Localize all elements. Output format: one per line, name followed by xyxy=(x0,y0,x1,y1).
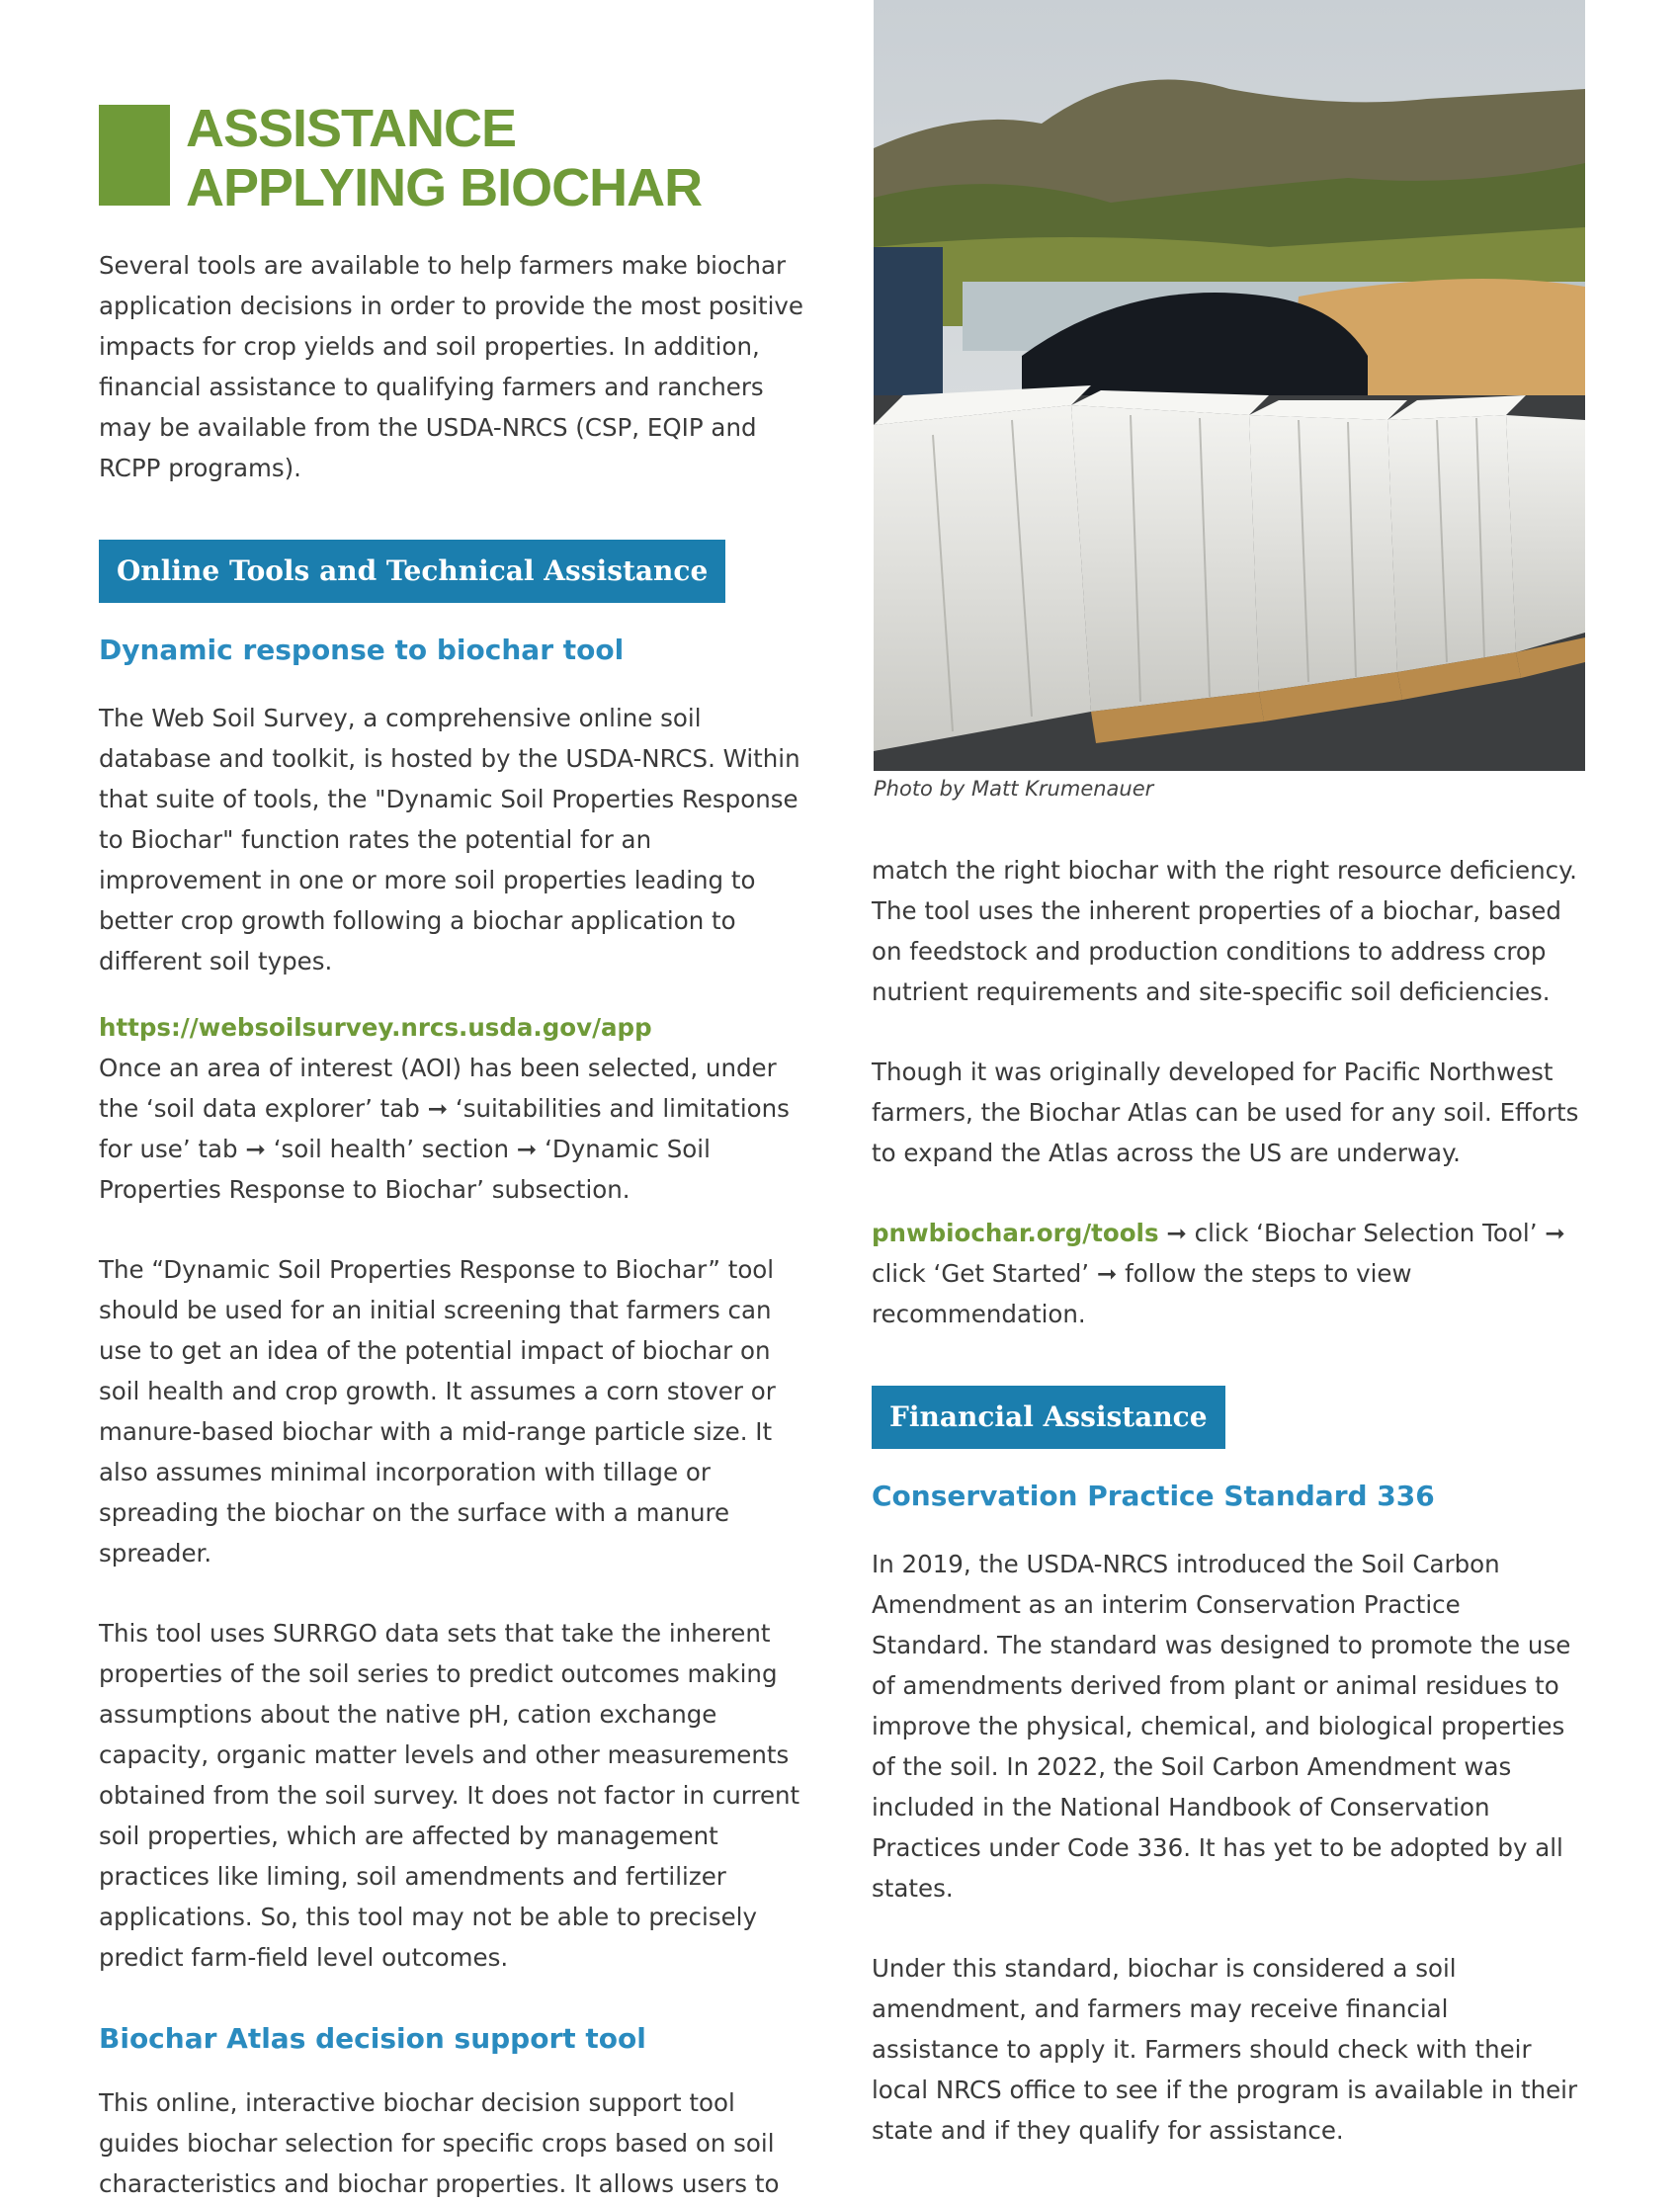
dynamic-tool-title: Dynamic response to biochar tool xyxy=(99,634,625,666)
dynamic-tool-paragraph-2: Once an area of interest (AOI) has been selected, under the ‘soil data explorer’ tab ➞ ‘suitabilities and limitations for use’ tab ➞ ‘soil health’ section ➞ ‘Dynamic Soil Properties Response to Biochar’ subsection. xyxy=(99,1054,790,1204)
title-line-2: APPLYING BIOCHAR xyxy=(186,158,703,217)
page-title-block xyxy=(99,99,791,217)
atlas-tool-title: Biochar Atlas decision support tool xyxy=(99,2022,646,2055)
atlas-link-instructions: ➞ click ‘Biochar Selection Tool’ ➞ click ‘Get Started’ ➞ follow the steps to view recommendation. xyxy=(872,1219,1565,1328)
dynamic-tool-paragraph-4: This tool uses SURRGO data sets that take the inherent properties of the soil series to predict outcomes making assumptions about the native pH, cation exchange capacity, organic matter levels and other measurements obtained from the soil survey. It does not factor in current soil properties, which are affected by management practices like liming, soil amendments and fertilizer applications. So, this tool may not be able to precisely predict farm-field level outcomes. xyxy=(99,1619,800,1972)
financial-paragraph-2: Under this standard, biochar is considered a soil amendment, and farmers may receive financial assistance to apply it. Farmers should check with their local NRCS office to see if the program is available in their state and if they qualify for assistance. xyxy=(872,1954,1578,2145)
photo-caption: Photo by Matt Krumenauer xyxy=(874,777,1154,801)
cps-336-title: Conservation Practice Standard 336 xyxy=(872,1480,1435,1512)
page-title xyxy=(186,99,702,217)
dynamic-tool-paragraph-1: The Web Soil Survey, a comprehensive online soil database and toolkit, is hosted by the USDA-NRCS. Within that suite of tools, the "Dynamic Soil Properties Response to Biochar" function rates the potential for an improvement in one or more soil properties leading to better crop growth following a biochar application to different soil types. xyxy=(99,704,800,975)
title-line-1: ASSISTANCE xyxy=(186,99,517,158)
dynamic-tool-paragraph-3: The “Dynamic Soil Properties Response to Biochar” tool should be used for an initial screening that farmers can use to get an idea of the potential impact of biochar on soil health and crop growth. It assumes a corn stover or manure-based biochar with a mid-range particle size. It also assumes minimal incorporation with tillage or spreading the biochar on the surface with a manure spreader. xyxy=(99,1255,776,1568)
financial-paragraph-1: In 2019, the USDA-NRCS introduced the Soil Carbon Amendment as an interim Conservation Practice Standard. The standard was designed to promote the use of amendments derived from plant or animal residues to improve the physical, chemical, and biological properties of the soil. In 2022, the Soil Carbon Amendment was included in the National Handbook of Conservation Practices under Code 336. It has yet to be adopted by all states. xyxy=(872,1550,1571,1903)
pnwbiochar-link[interactable]: pnwbiochar.org/tools xyxy=(872,1219,1159,1247)
biochar-bags-photo xyxy=(874,0,1585,771)
section-heading-financial: Financial Assistance xyxy=(872,1386,1225,1449)
websoilsurvey-link[interactable]: https://websoilsurvey.nrcs.usda.gov/app xyxy=(99,1013,652,1042)
atlas-paragraph-2: Though it was originally developed for Pacific Northwest farmers, the Biochar Atlas can be used for any soil. Efforts to expand the Atlas across the US are underway. xyxy=(872,1058,1579,1167)
atlas-link-paragraph xyxy=(872,1213,1583,1334)
atlas-paragraph-1a: This online, interactive biochar decision support tool guides biochar selection for specific crops based on soil characteristics and biochar properties. It allows users to xyxy=(99,2088,780,2198)
left-column xyxy=(99,245,810,2204)
right-column xyxy=(872,850,1583,2151)
title-accent-square xyxy=(99,105,170,206)
section-heading-online-tools: Online Tools and Technical Assistance xyxy=(99,540,725,603)
intro-paragraph: Several tools are available to help farmers make biochar application decisions in order to provide the most positive impacts for crop yields and soil properties. In addition, financial assistance to qualifying farmers and ranchers may be available from the USDA-NRCS (CSP, EQIP and RCPP programs). xyxy=(99,251,804,482)
atlas-paragraph-1b: match the right biochar with the right resource deficiency. The tool uses the inherent properties of a biochar, based on feedstock and production conditions to address crop nutrient requirements and site-specific soil deficiencies. xyxy=(872,856,1577,1006)
